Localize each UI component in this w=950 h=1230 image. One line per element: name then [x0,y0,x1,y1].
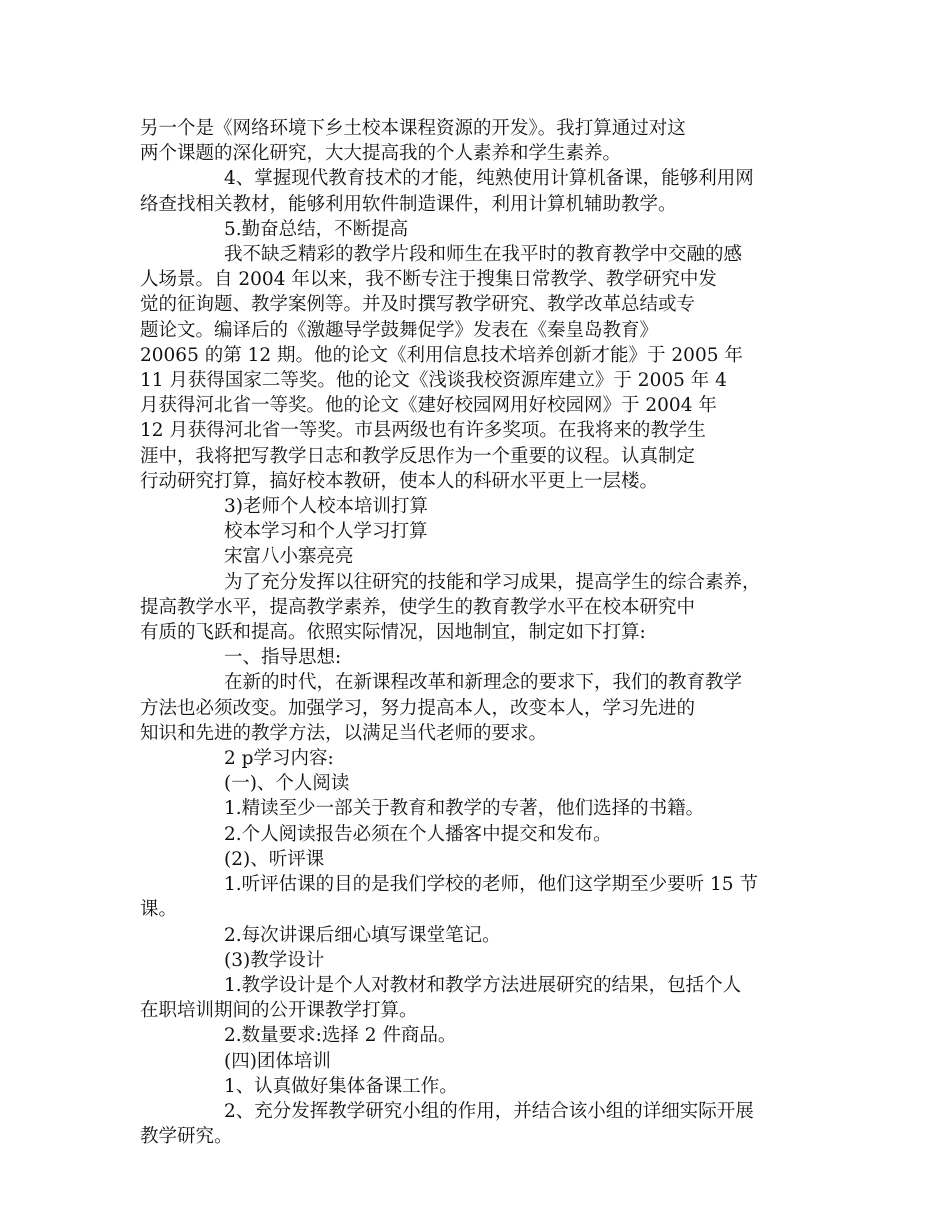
text-line: 2、充分发挥教学研究小组的作用，并结合该小组的详细实际开展 [224,1100,754,1122]
text-line: 12 月获得河北省一等奖。市县两级也有许多奖项。在我将来的教学生 [140,420,706,442]
text-line: 觉的征询题、教学案例等。并及时撰写教学研究、教学改革总结或专 [140,294,696,316]
text-line: 宋富八小寨亮亮 [224,546,354,568]
text-line: 20065 的第 12 期。他的论文《利用信息技术培养创新才能》于 2005 年 [140,344,743,366]
text-line: 课。 [140,899,178,921]
text-line: 我不缺乏精彩的教学片段和师生在我平时的教育教学中交融的感 [224,244,743,266]
text-line: 一、指导思想: [224,647,342,669]
text-line: 行动研究打算，搞好校本教研，使本人的科研水平更上一层楼。 [140,470,659,492]
text-line: 知识和先进的教学方法，以满足当代老师的要求。 [140,722,548,744]
text-line: 在职培训期间的公开课教学打算。 [140,1000,418,1022]
text-line: 方法也必须改变。加强学习，努力提高本人，改变本人，学习先进的 [140,697,696,719]
text-line: 月获得河北省一等奖。他的论文《建好校园网用好校园网》于 2004 年 [140,395,717,417]
text-line: 1.教学设计是个人对教材和教学方法进展研究的结果，包括个人 [224,974,742,996]
text-line: 1.听评估课的目的是我们学校的老师，他们这学期至少要听 15 节 [224,874,758,896]
text-line: 人场景。自 2004 年以来，我不断专注于搜集日常教学、教学研究中发 [140,269,717,291]
text-line: 有质的飞跃和提高。依照实际情况，因地制宜，制定如下打算: [140,622,646,644]
text-line: (四)团体培训 [224,1050,331,1072]
text-line: 题论文。编译后的《激趣导学鼓舞促学》发表在《秦皇岛教育》 [140,319,659,341]
text-line: 5.勤奋总结，不断提高 [224,218,409,240]
document-body [140,116,812,1149]
text-line: 11 月获得国家二等奖。他的论文《浅谈我校资源库建立》于 2005 年 4 [140,370,727,392]
text-line: 2.个人阅读报告必须在个人播客中提交和发布。 [224,823,612,845]
text-line: 校本学习和个人学习打算 [224,521,428,543]
text-line: 2.每次讲课后细心填写课堂笔记。 [224,924,501,946]
text-line: 两个课题的深化研究，大大提高我的个人素养和学生素养。 [140,143,622,165]
text-line: 另一个是《网络环境下乡土校本课程资源的开发》。我打算通过对这 [140,118,686,139]
text-line: (一)、个人阅读 [224,773,350,795]
text-line: 1、认真做好集体备课工作。 [224,1075,458,1097]
text-line: 涯中，我将把写教学日志和教学反思作为一个重要的议程。认真制定 [140,445,696,467]
text-line: 3)老师个人校本培训打算 [224,496,428,518]
text-line: 2.数量要求:选择 2 件商品。 [224,1025,457,1047]
text-line: (3)教学设计 [224,949,325,971]
text-line: 教学研究。 [140,1126,233,1148]
text-line: 在新的时代，在新课程改革和新理念的要求下，我们的教育教学 [224,672,743,694]
text-line: 2 p学习内容: [224,748,334,770]
text-line: 4、掌握现代教育技术的才能，纯熟使用计算机备课，能够利用网 [224,168,754,190]
text-line: 为了充分发挥以往研究的技能和学习成果，提高学生的综合素养， [224,571,761,593]
text-line: (2)、听评课 [224,848,325,870]
text-line: 络查找相关教材，能够利用软件制造课件，利用计算机辅助教学。 [140,193,677,215]
text-line: 提高教学水平，提高教学素养，使学生的教育教学水平在校本研究中 [140,596,696,618]
text-line: 1.精读至少一部关于教育和教学的专著，他们选择的书籍。 [224,798,705,820]
